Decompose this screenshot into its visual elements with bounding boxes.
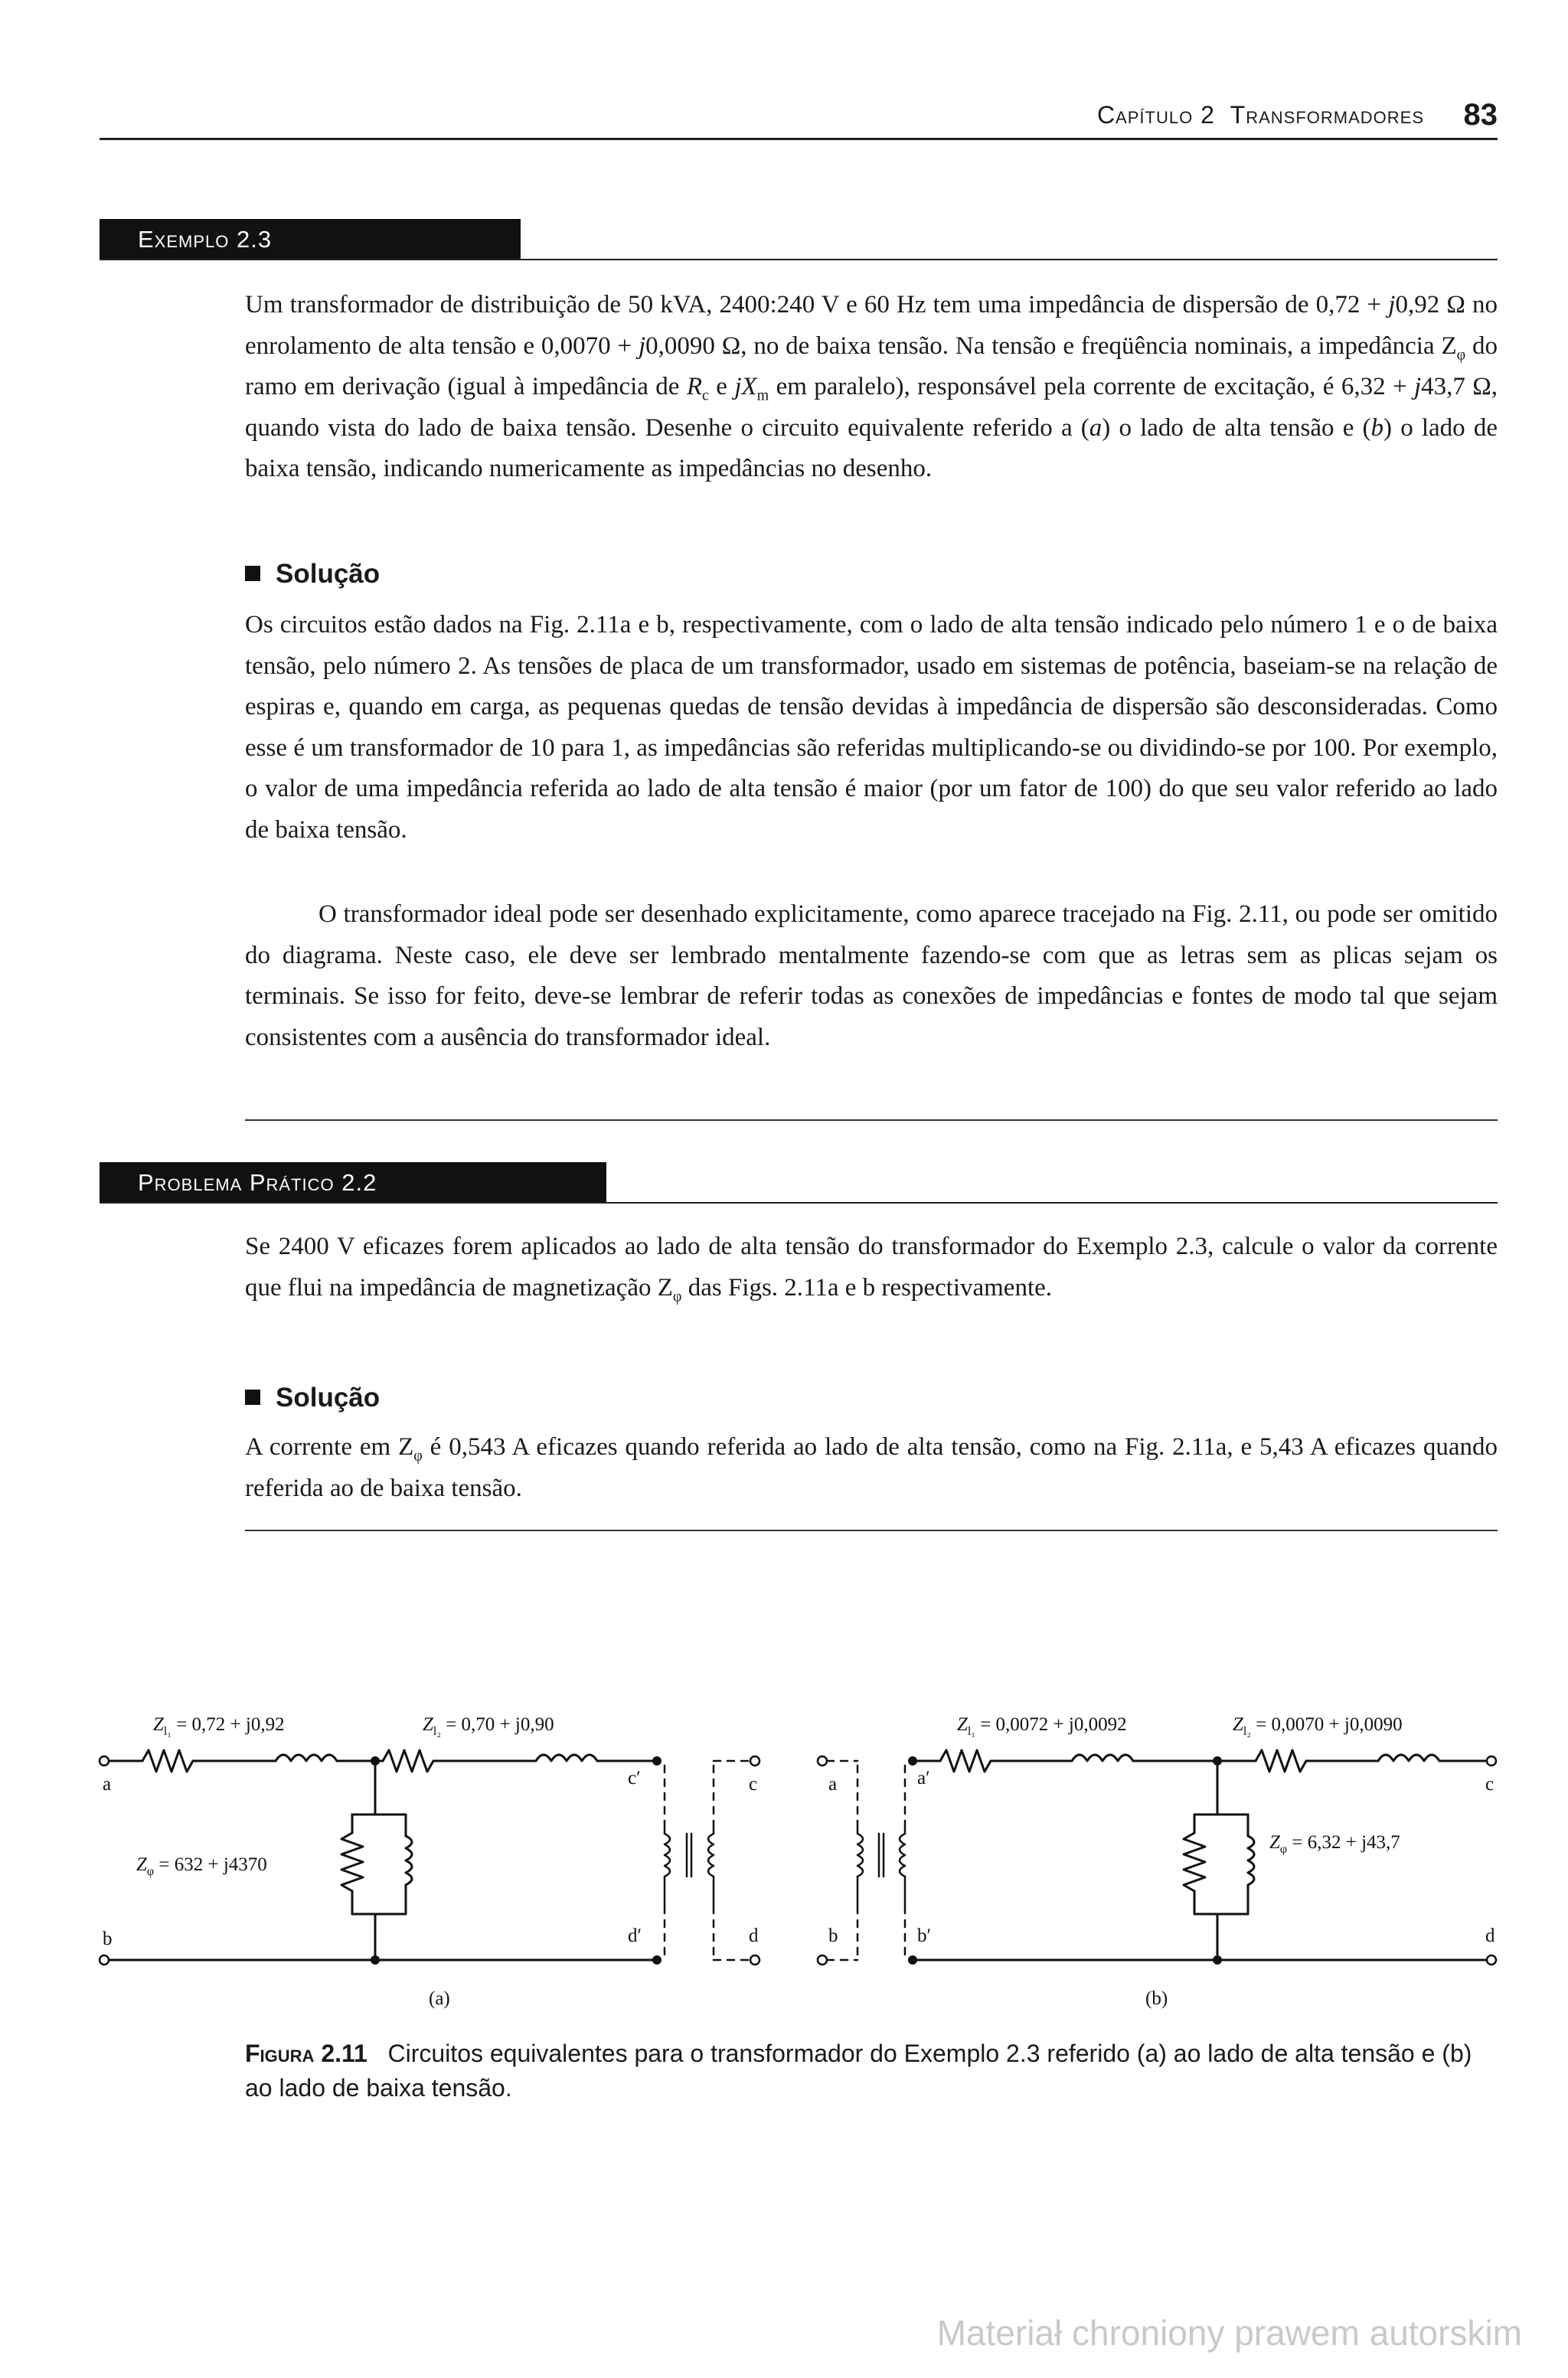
practice-section-bar bbox=[100, 1162, 1498, 1204]
bullet-square-icon bbox=[245, 566, 260, 581]
zl2-label-a: $Z_{l_2} = 0,70 + j0,90$ bbox=[423, 1714, 554, 1738]
terminal-b-circle bbox=[100, 1955, 109, 1965]
terminal-c-circle bbox=[750, 1756, 760, 1766]
terminal-b-circle-b bbox=[818, 1955, 827, 1965]
practice-solution-heading: Solução bbox=[245, 1383, 380, 1413]
terminal-label-b: b bbox=[103, 1929, 113, 1949]
example-section-bar bbox=[100, 219, 1498, 260]
terminal-label-b-prime: b′ bbox=[917, 1926, 931, 1946]
terminal-label-a: a bbox=[103, 1774, 112, 1795]
terminal-label-a-prime: a′ bbox=[917, 1768, 930, 1788]
terminal-label-d-prime: d′ bbox=[628, 1926, 642, 1946]
terminal-label-c-prime: c′ bbox=[628, 1768, 641, 1788]
subfigure-a-caption: (a) bbox=[429, 1988, 450, 2009]
zl1-label-b: $Z_{l_1} = 0,0072 + j0,0092$ bbox=[957, 1714, 1127, 1738]
example-solution-p1: Os circuitos estão dados na Fig. 2.11a e b, respectivamente, com o lado de alta tensão indicado pelo número 1 e o de baixa tensão, pelo número 2. As tensões de placa de um transformador, usado em sistemas de potência, baseiam-se na relação de espiras e, quando em carga, as pequenas quedas de tensão devidas à impedância de dispersão são desconsideradas. Como esse é um transformador de 10 para 1, as impedâncias são referidas multiplicando-se ou dividindo-se por 100. Por exemplo, o valor de uma impedância referida ao lado de alta tensão é maior (por um fator de 100) do que seu valor referido ao lado de baixa tensão. bbox=[245, 611, 1498, 844]
figure-2-11-circuits bbox=[92, 1684, 1516, 2021]
zphi-label-a: $Z_\varphi = 632 + j4370$ bbox=[136, 1854, 267, 1878]
zphi-label-b: $Z_\varphi = 6,32 + j43,7$ bbox=[1269, 1832, 1400, 1856]
running-header bbox=[100, 98, 1498, 140]
figure-caption: Figura 2.11 Circuitos equivalentes para o transformador do Exemplo 2.3 referido (a) ao lado de alta tensão e (b) ao lado de baixa tensão. bbox=[245, 2040, 1472, 2102]
example-solution-heading: Solução bbox=[245, 559, 380, 590]
terminal-label-b-b: b bbox=[828, 1926, 838, 1946]
terminal-d-circle bbox=[750, 1955, 760, 1965]
page-number: 83 bbox=[1463, 98, 1498, 132]
example-solution-p2: O transformador ideal pode ser desenhado explicitamente, como aparece tracejado na Fig. 2.11, ou pode ser omitido do diagrama. Neste caso, ele deve ser lembrado mentalmente fazendo-se com que as letras sem as plicas sejam os terminais. Se isso for feito, deve-se lembrar de referir todas as conexões de impedâncias e fontes de modo tal que sejam consistentes com a ausência do transformador ideal. bbox=[245, 900, 1498, 1051]
example-tag: Exemplo 2.3 bbox=[100, 219, 521, 259]
watermark: Materiał chroniony prawem autorskim bbox=[936, 2313, 1522, 2353]
zl2-label-b: $Z_{l_2} = 0,0070 + j0,0090$ bbox=[1233, 1714, 1403, 1738]
practice-end-rule bbox=[245, 1530, 1498, 1531]
terminal-c-circle-b bbox=[1487, 1756, 1496, 1766]
terminal-label-c: c bbox=[749, 1774, 758, 1795]
example-end-rule bbox=[245, 1119, 1498, 1121]
terminal-a-circle-b bbox=[818, 1756, 827, 1766]
example-statement: Um transformador de distribuição de 50 kVA, 2400:240 V e 60 Hz tem uma impedância de dispersão de 0,72 + j0,92 Ω no enrolamento de alta tensão e 0,0070 + j0,0090 Ω, no de baixa tensão. Na tensão e freqüência nominais, a impedância $Z_\varphi$ do ramo em derivação (igual à impedância de $R_c$ e $jX_m$ em paralelo), responsável pela corrente de excitação, é 6,32 + j43,7 Ω, quando vista do lado de baixa tensão. Desenhe o circuito equivalente referido a (a) o lado de alta tensão e (b) o lado de baixa tensão, indicando numericamente as impedâncias no desenho. bbox=[245, 291, 1498, 482]
bullet-square-icon bbox=[245, 1390, 260, 1405]
terminal-d-circle-b bbox=[1487, 1955, 1496, 1965]
zl1-label-a: $Z_{l_1} = 0,72 + j0,92$ bbox=[153, 1714, 285, 1738]
chapter-label: Capítulo 2 Transformadores bbox=[1096, 101, 1424, 129]
practice-statement: Se 2400 V eficazes forem aplicados ao lado de alta tensão do transformador do Exemplo 2.3, calcule o valor da corrente que flui na impedância de magnetização $Z_\varphi$ das Figs. 2.11a e b respectivamente. bbox=[245, 1233, 1498, 1305]
terminal-label-d-b: d bbox=[1485, 1926, 1495, 1946]
terminal-label-c-b: c bbox=[1485, 1774, 1494, 1795]
subfigure-b-caption: (b) bbox=[1145, 1988, 1168, 2009]
terminal-label-d: d bbox=[749, 1926, 759, 1946]
terminal-label-a-b: a bbox=[828, 1774, 838, 1795]
terminal-a-circle bbox=[100, 1756, 109, 1766]
practice-tag: Problema Prático 2.2 bbox=[100, 1162, 606, 1202]
practice-answer: A corrente em $Z_\varphi$ é 0,543 A eficazes quando referida ao lado de alta tensão, como na Fig. 2.11a, e 5,43 A eficazes quando referida ao de baixa tensão. bbox=[245, 1433, 1498, 1502]
